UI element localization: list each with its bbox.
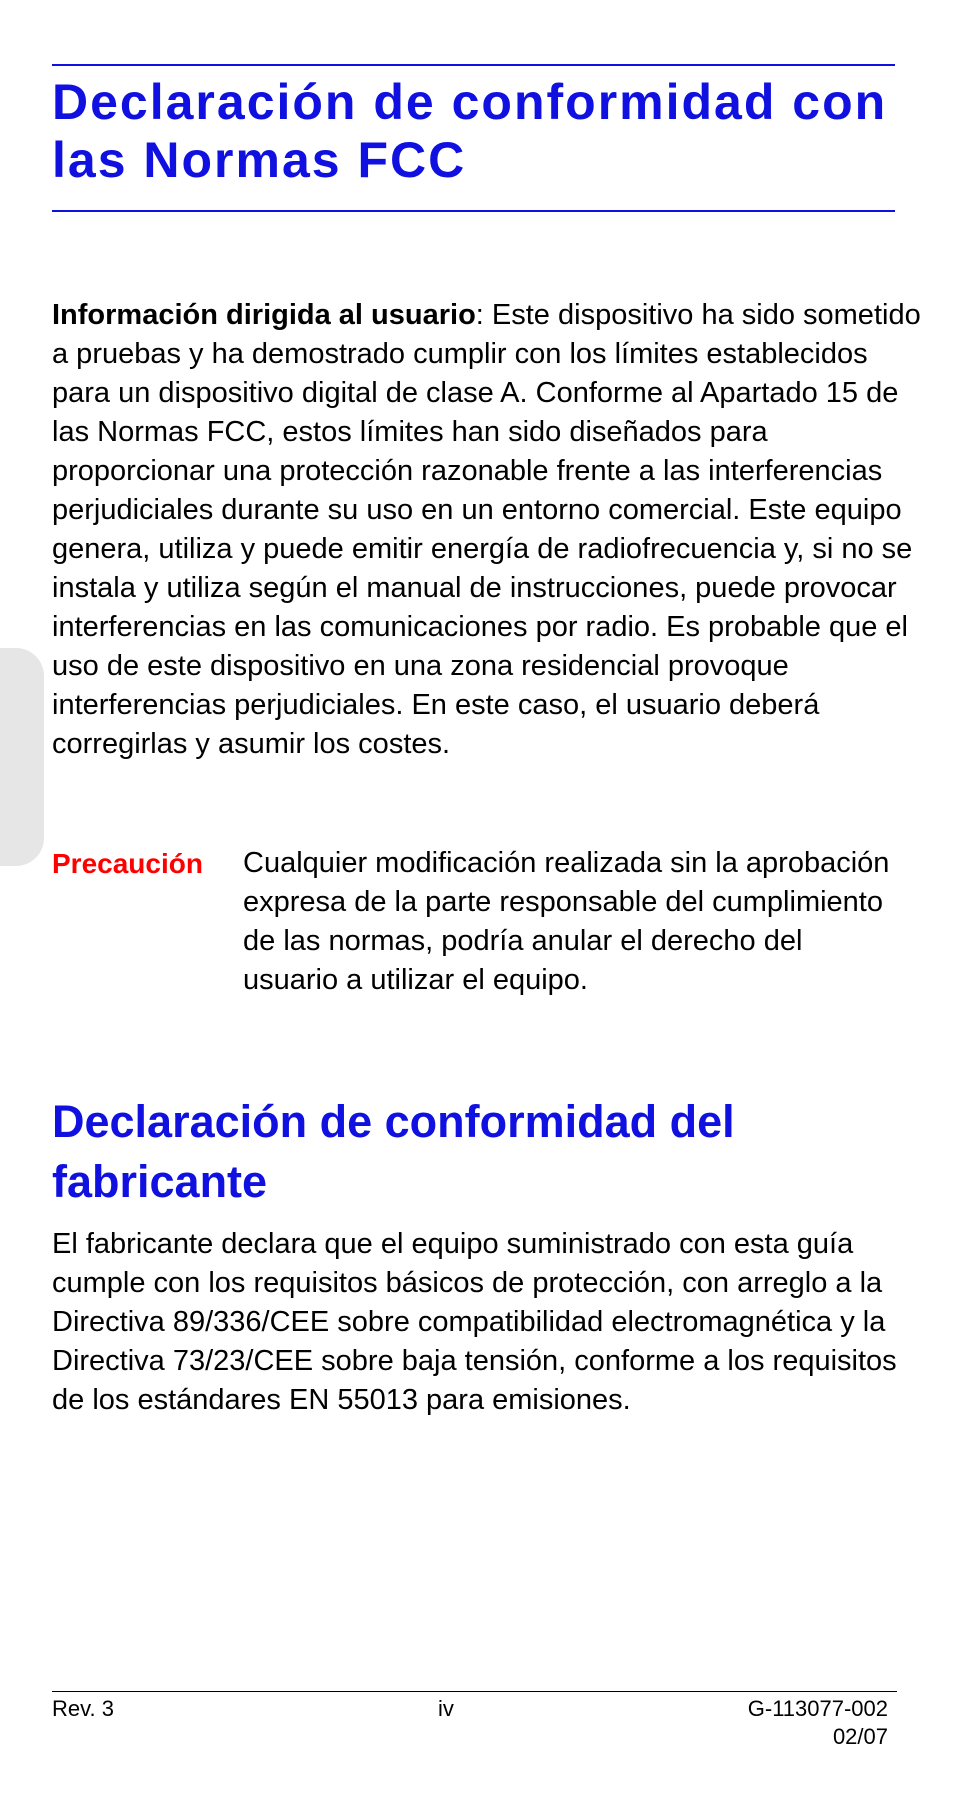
caution-text: Cualquier modificación realizada sin la aprobación expresa de la parte responsable del cumplimiento de las normas, podría anular el derecho del usuario a utilizar el equipo.: [243, 847, 890, 996]
manufacturer-section-title: [52, 1092, 932, 1212]
footer-page-number: iv: [438, 1696, 454, 1721]
fcc-section-title: [52, 73, 912, 189]
fcc-title-line-1: Declaración de conformidad con: [52, 74, 888, 130]
footer-revision: Rev. 3: [52, 1696, 114, 1721]
manufacturer-title-line-1: Declaración de conformidad del: [52, 1096, 735, 1147]
manufacturer-title-line-2: fabricante: [52, 1156, 268, 1207]
manufacturer-paragraph: El fabricante declara que el equipo suministrado con esta guía cumple con los requisitos básicos de protección, con arreglo a la Directiva 89/336/CEE sobre compatibilidad electromagnética y la Directiva 73/23/CEE sobre baja tensión, conforme a los requisitos de los estándares EN 55013 para emisiones.: [52, 1228, 897, 1416]
footer-date: 02/07: [832, 1724, 888, 1749]
footer-rule: [52, 1691, 897, 1692]
footer-doc-info: [748, 1695, 888, 1751]
user-info-text: : Este dispositivo ha sido sometido a pruebas y ha demostrado cumplir con los límites establecidos para un dispositivo digital de clase A. Conforme al Apartado 15 de las Normas FCC, estos límites han sido diseñados para proporcionar una protección razonable frente a las interferencias perjudiciales durante su uso en un entorno comercial. Este equipo genera, utiliza y puede emitir energía de radiofrecuencia y, si no se instala y utiliza según el manual de instrucciones, puede provocar interferencias en las comunicaciones por radio. Es probable que el uso de este dispositivo en una zona residencial provoque interferencias perjudiciales. En este caso, el usuario deberá corregirlas y asumir los costes.: [52, 299, 921, 760]
user-info-paragraph: [52, 296, 932, 764]
footer-document-number: G-113077-002: [747, 1696, 888, 1721]
fcc-title-line-2: las Normas FCC: [52, 132, 467, 188]
caution-label: Precaución: [52, 848, 203, 879]
user-info-label: Información dirigida al usuario: [52, 299, 476, 331]
title-top-rule: [52, 64, 895, 66]
title-bottom-rule: [52, 210, 895, 212]
side-tab-marker: [0, 648, 44, 866]
